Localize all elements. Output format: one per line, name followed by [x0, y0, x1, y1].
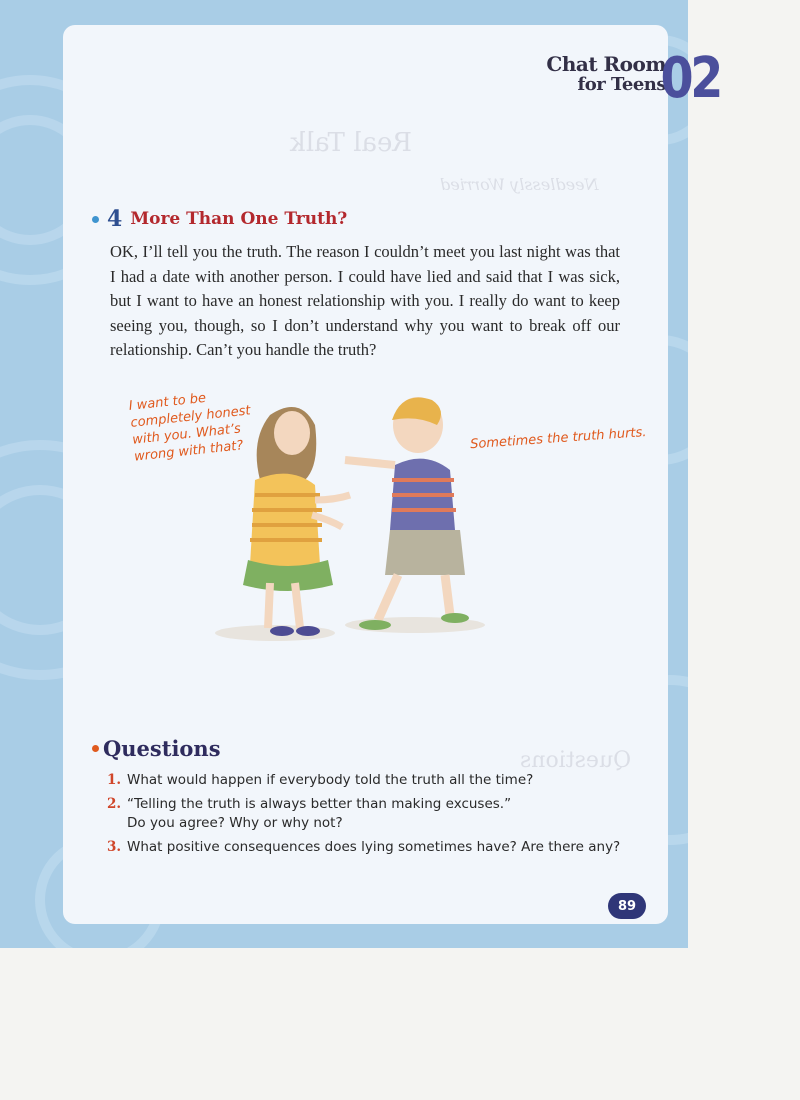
page-number-badge: 89: [608, 893, 646, 919]
body-paragraph: OK, I’ll tell you the truth. The reason I couldn’t meet you last night was that I had a date with another person. I could have lied and said that I was sick, but I want to have an honest relationship with you. I really do want to keep seeing you, though, so I don’t understand why you want to break off our relationship. Can’t you handle the truth?: [110, 242, 620, 359]
chapter-header: [540, 30, 760, 110]
speech-girl: I want to be completely honest with you. What’s wrong with that?: [128, 390, 252, 465]
bullet-icon: [92, 745, 99, 752]
question-text: “Telling the truth is always better than making excuses.” Do you agree? Why or why not?: [127, 796, 512, 831]
illustration-arguing-teens: [200, 385, 490, 650]
question-item: [107, 795, 637, 833]
questions-list: [107, 771, 637, 862]
show-through-text: Questions: [520, 748, 632, 773]
section-number: 4: [107, 206, 123, 232]
question-text: What would happen if everybody told the truth all the time?: [127, 772, 534, 788]
question-item: [107, 838, 637, 857]
chapter-title-line1: Chat Room: [546, 52, 666, 76]
speech-boy: Sometimes the truth hurts.: [469, 424, 647, 453]
show-through-text: Real Talk: [290, 128, 412, 158]
chapter-title-line2: for Teens: [577, 74, 666, 95]
chapter-title: [546, 54, 666, 94]
question-text: What positive consequences does lying sometimes have? Are there any?: [127, 839, 621, 855]
section-title: More Than One Truth?: [130, 209, 348, 229]
question-number: 2.: [107, 796, 122, 812]
section-heading: [92, 206, 347, 232]
chapter-number: 02: [660, 46, 720, 111]
question-item: [107, 771, 637, 790]
show-through-text: Needlessly Worried: [440, 175, 599, 194]
questions-heading: [92, 736, 221, 761]
question-number: 1.: [107, 772, 122, 788]
question-number: 3.: [107, 839, 122, 855]
questions-title: Questions: [103, 736, 221, 761]
bullet-icon: [92, 216, 99, 223]
